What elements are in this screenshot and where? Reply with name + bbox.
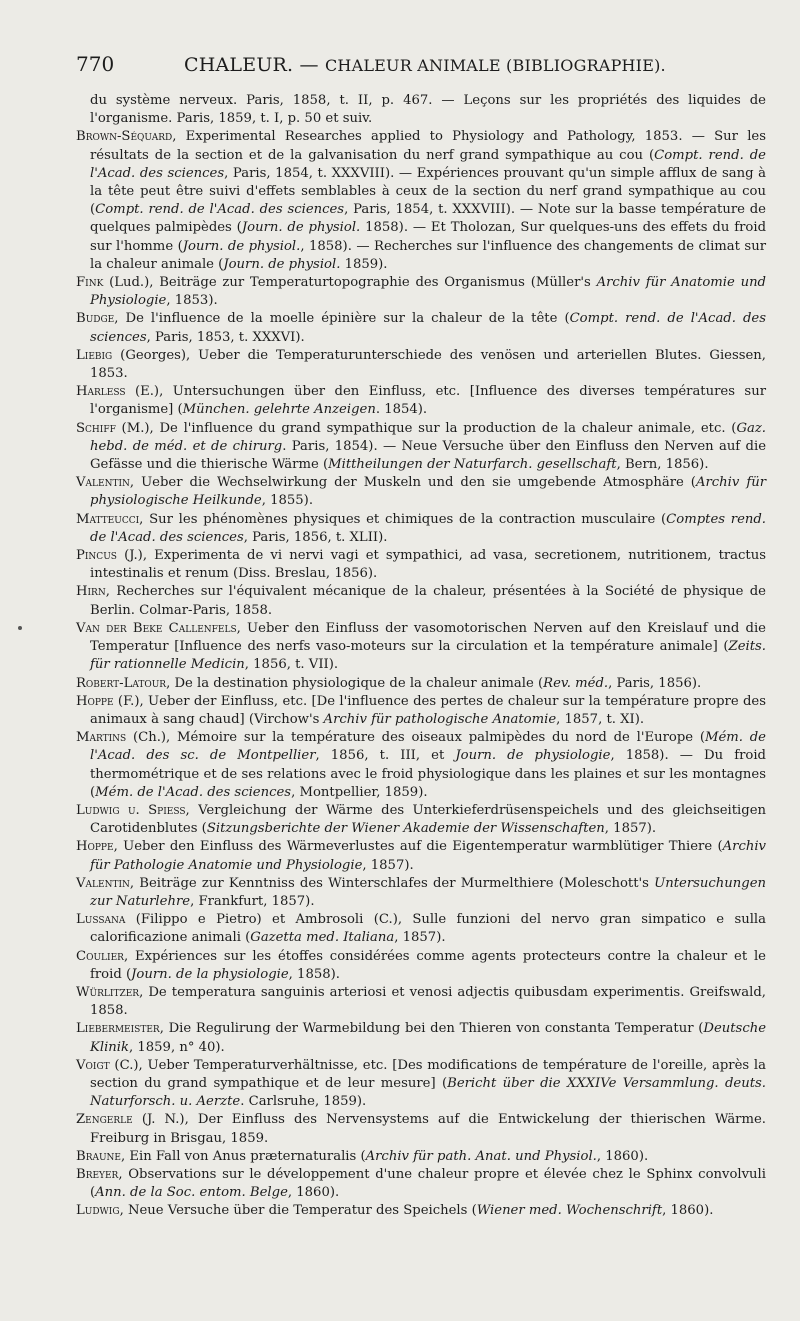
entry-author: Fink (76, 275, 104, 291)
entry-publication-title: Archiv für path. Anat. und Physiol. (365, 1148, 597, 1164)
entry-text: , Expériences sur les étoffes considérées comme agents protecteurs contre la chaleur et le froid ( (90, 948, 766, 982)
entry-publication-title: Journ. de physiol. (223, 256, 341, 272)
entry-text: , Paris, 1854, t. XXXVIII). — Note sur la basse température de quelques palmipèdes ( (90, 202, 766, 236)
entry-publication-title: Archiv für Pathologie Anatomie und Physiologie (90, 839, 766, 873)
entry-text: , 1860). (596, 1148, 649, 1164)
entry-text: , Sur les phénomènes physiques et chimiques de la contraction musculaire ( (139, 511, 667, 527)
entry-text: . Carlsruhe, 1859). (240, 1094, 367, 1110)
entry-text: , 1856, t. III, et (315, 748, 456, 764)
running-head-sub: CHALEUR ANIMALE (BIBLIOGRAPHIE). (324, 56, 666, 75)
running-head-dash: — (293, 54, 325, 76)
entry-text: . 1854). (375, 402, 428, 418)
entry-text: . Paris, 1854). — Neue Versuche über den Einfluss den Nerven auf die Gefässe und die thierische Wärme ( (90, 438, 766, 473)
entry-text: , 1860). (662, 1203, 714, 1219)
entry-text: 1859). (340, 256, 388, 272)
entry-publication-title: Rev. méd. (543, 675, 609, 691)
entry-publication-title: Journ. de physiologie (455, 748, 611, 764)
entry-publication-title: Gaz. hebd. de méd. et de chirurg (90, 420, 766, 454)
entry-publication-title: Compt. rend. de l'Acad. des sciences (90, 147, 766, 181)
entry-text: , Paris, 1856). (608, 675, 702, 691)
entry-publication-title: Archiv für Anatomie und Physiologie (90, 275, 767, 309)
entry-text: , Ueber die Wechselwirkung der Muskeln und den sie umgebende Atmosphäre ( (129, 475, 696, 491)
entry-text: , De l'influence de la moelle épinière sur la chaleur de la tête ( (114, 311, 570, 327)
margin-ink-dot (18, 626, 22, 630)
entry-publication-title: Deutsche Klinik (90, 1021, 766, 1055)
entry-publication-title: Wiener med. Wochenschrift (476, 1203, 663, 1219)
entry-publication-title: Journ. de physiol. (241, 220, 361, 236)
entry-author: Breyer (76, 1166, 119, 1182)
entry-text: , 1859, n° 40). (129, 1039, 225, 1055)
entry-text: , Vergleichung der Wärme des Unterkieferdrüsenspeichels und des gleichseitigen Carotidenblutes ( (90, 802, 766, 837)
entry-text: , Die Regulirung der Warmebildung bei den Thieren von constanta Temperatur ( (159, 1021, 704, 1037)
entry-author: Martins (76, 730, 127, 746)
entry-text: , De la destination physiologique de la chaleur animale ( (166, 675, 544, 691)
entry-text: , Ueber den Einfluss des Wärmeverlustes auf die Eigentemperatur warmblütiger Thiere ( (113, 839, 723, 855)
bibliography-entry (76, 838, 766, 874)
entry-text: , Frankfurt, 1857). (190, 893, 315, 909)
entry-publication-title: Zeits. für rationnelle Medicin (90, 639, 766, 673)
entry-publication-title: Bericht über die XXXIVe Versammlung. deuts. Naturforsch. u. Aerzte (90, 1075, 766, 1110)
entry-author: Pincus (76, 548, 117, 564)
running-head-main: CHALEUR. (184, 54, 294, 76)
bibliography-entry (76, 474, 766, 510)
bibliography-entry (76, 511, 766, 547)
entry-text: (Georges), Ueber die Temperaturunterschiede des venösen und arteriellen Blutes. Giessen, 1853. (90, 347, 766, 382)
entry-author: Valentin (76, 475, 130, 491)
entry-publication-title: Comptes rend. de l'Acad. des sciences (90, 511, 766, 545)
entry-author: Hoppe (76, 839, 114, 855)
bibliography-entry (76, 310, 766, 346)
entry-author: Würlitzer (76, 984, 140, 1000)
entry-author: Voigt (76, 1057, 110, 1073)
entry-publication-title: München. gelehrte Anzeigen (182, 402, 376, 418)
entry-text: , 1856, t. VII). (244, 657, 339, 673)
entry-text: , Experimental Researches applied to Physiology and Pathology, 1853. — Sur les résultats de la section et de la galvanisation du nerf grand sympathique au cou ( (90, 129, 766, 163)
bibliography-entry (76, 675, 766, 693)
entry-publication-title: Mém. de l'Acad. des sc. de Montpellier (90, 730, 766, 764)
entry-text: (Filippo e Pietro) et Ambrosoli (C.), Sulle funzioni del nervo gran simpatico e sulla calorificazione animali ( (90, 912, 766, 946)
entry-author: Brown-Séquard (76, 129, 173, 145)
entry-author: Schiff (76, 420, 116, 436)
bibliography-entry (76, 802, 766, 838)
entry-text: (J. N.), Der Einfluss des Nervensystems auf die Entwickelung der thierischen Wärme. Freiburg in Brisgau, 1859. (90, 1112, 766, 1146)
entry-text: , Ueber den Einfluss der vasomotorischen Nerven auf den Kreislauf und die Temperatur [Influence des nerfs vaso-moteurs sur la circulation et la température animale] ( (90, 620, 766, 655)
entry-text: (Lud.), Beiträge zur Temperaturtopographie des Organismus (Müller's (103, 275, 597, 291)
bibliography-entry (76, 620, 766, 675)
entry-publication-title: Mittheilungen der Naturfarch. gesellschaft (328, 457, 617, 473)
entry-author: Liebig (76, 347, 113, 363)
entry-text: , 1858). — Du froid thermométrique et de ses relations avec le froid physiologique dans les plaines et sur les montagnes ( (90, 748, 766, 800)
bibliography-entry (76, 911, 766, 947)
entry-text: , Neue Versuche über die Temperatur des Speichels ( (119, 1203, 477, 1219)
entry-publication-title: Journ. de la physiologie (131, 966, 289, 982)
bibliography-entry (76, 875, 766, 911)
entry-author: Lussana (76, 912, 126, 928)
bibliography-entry (76, 693, 766, 729)
entry-text: , Ein Fall von Anus præternaturalis ( (121, 1148, 366, 1164)
bibliography-entry (76, 383, 766, 419)
bibliography-entry (76, 948, 766, 984)
bibliography-entry (76, 420, 766, 475)
entry-publication-title: Compt. rend. de l'Acad. des sciences (90, 311, 766, 345)
entry-text: , Observations sur le développement d'une chaleur propre et élevée chez le Sphinx convolvuli ( (90, 1166, 766, 1201)
entry-author: Ludwig (76, 1203, 120, 1219)
entry-text: , De temperatura sanguinis arteriosi et venosi adjectis quibusdam experimentis. Greifswald, 1858. (90, 984, 766, 1019)
entry-text: , 1860). (287, 1185, 340, 1201)
entry-text: (Ch.), Mémoire sur la température des oiseaux palmipèdes du nord de l'Europe ( (126, 730, 705, 746)
bibliography-entry (76, 984, 766, 1020)
entry-text: , Paris, 1856, t. XLII). (243, 529, 388, 545)
entry-publication-title: Ann. de la Soc. entom. Belge (95, 1185, 288, 1201)
bibliography-entry (76, 1166, 766, 1202)
entry-text: (E.), Untersuchungen über den Einfluss, etc. [Influence des diverses températures sur l'organisme] ( (90, 384, 766, 418)
entry-text: 1858). — Et Tholozan, Sur quelques-uns des effets du froid sur l'homme ( (90, 220, 767, 254)
bibliography-entry (76, 1020, 766, 1056)
entry-publication-title: Mém. de l'Acad. des sciences (95, 784, 292, 800)
entry-author: Harless (76, 384, 126, 400)
bibliography-entry (76, 1202, 766, 1220)
entry-text: , 1855). (261, 493, 314, 509)
entry-text: , 1858). (288, 966, 340, 982)
bibliography-entry (76, 274, 766, 310)
entry-author: Van der Beke Callenfels (76, 620, 237, 636)
entry-publication-title: Archiv für physiologische Heilkunde (90, 475, 766, 509)
entry-text: , Bern, 1856). (616, 457, 709, 473)
entry-text: , 1857, t. XI). (556, 711, 645, 727)
entry-publication-title: Archiv für pathologische Anatomie (323, 711, 557, 727)
entry-author: Liebermeister (76, 1021, 160, 1037)
bibliography-entry (76, 1111, 766, 1147)
entry-publication-title: Journ. de physiol. (182, 238, 301, 254)
bibliography-entry (76, 347, 766, 383)
entry-publication-title: Untersuchungen zur Naturlehre (90, 875, 766, 909)
bibliography-entry (76, 583, 766, 619)
entry-text: (J.), Experimenta de vi nervi vagi et sympathici, ad vasa, secretionem, nutritionem, tractus intestinalis et renum (Diss. Breslau, 1856). (90, 548, 766, 582)
entry-text: , 1858). — Recherches sur l'influence des changements de climat sur la chaleur animale ( (90, 238, 766, 272)
entry-text: (F.), Ueber der Einfluss, etc. [De l'influence des pertes de chaleur sur la température propre des animaux à sang chaud] (Virchow's (90, 693, 766, 727)
entry-text: , 1857). (604, 821, 657, 837)
entry-text: (C.), Ueber Temperaturverhältnisse, etc. [Des modifications de température de l'oreille, après la section du grand sympathique et de leur mesure] ( (90, 1057, 766, 1091)
entry-author: Zengerle (76, 1112, 133, 1128)
page-header (76, 52, 766, 86)
entry-text: (M.), De l'influence du grand sympathique sur la production de la chaleur animale, etc. ( (115, 420, 737, 436)
entry-publication-title: Sitzungsberichte der Wiener Akademie der Wissenschaften (206, 821, 605, 837)
entry-text: , 1853). (166, 293, 218, 309)
bibliography-entry-continuation (76, 92, 766, 128)
entry-text: , Recherches sur l'équivalent mécanique de la chaleur, présentées à la Société de physique de Berlin. Colmar-Paris, 1858. (90, 584, 766, 618)
entry-author: Valentin (76, 875, 130, 891)
entry-text: , Paris, 1853, t. XXXVI). (146, 329, 305, 345)
bibliography-entry (76, 729, 766, 802)
page-number: 770 (76, 52, 115, 76)
entry-author: Robert-Latour (76, 675, 167, 691)
bibliography-entry (76, 128, 766, 274)
bibliography-entry (76, 547, 766, 583)
entry-text: , 1857). (394, 930, 446, 946)
entry-text: , 1857). (362, 857, 414, 873)
bibliography-entry (76, 1057, 766, 1112)
entry-author: Ludwig u. Spiess (76, 802, 186, 818)
entry-text: du système nerveux. Paris, 1858, t. II, p. 467. — Leçons sur les propriétés des liquides de l'organisme. Paris, 1859, t. I, p. 50 et suiv. (90, 93, 766, 127)
entry-author: Budge (76, 311, 115, 327)
entry-author: Coulier (76, 948, 124, 964)
bibliography-entry (76, 1148, 766, 1166)
entry-text: , Paris, 1854, t. XXXVIII). — Expériences prouvant qu'un simple afflux de sang à la tête peut être suivi d'effets semblables à ceux de la section du nerf grand sympathique au cou ( (90, 165, 766, 218)
entry-publication-title: Compt. rend. de l'Acad. des sciences (95, 202, 345, 218)
running-head (184, 54, 666, 76)
entry-author: Hirn (76, 584, 106, 600)
entry-author: Hoppe (76, 693, 114, 709)
entry-text: , Beiträge zur Kenntniss des Winterschlafes der Murmelthiere (Moleschott's (129, 875, 655, 891)
entry-author: Matteucci (76, 511, 140, 527)
entry-author: Braune (76, 1148, 121, 1164)
entry-text: , Montpellier, 1859). (291, 784, 428, 800)
entry-publication-title: Gazetta med. Italiana (250, 930, 395, 946)
bibliography-list (76, 92, 766, 1221)
